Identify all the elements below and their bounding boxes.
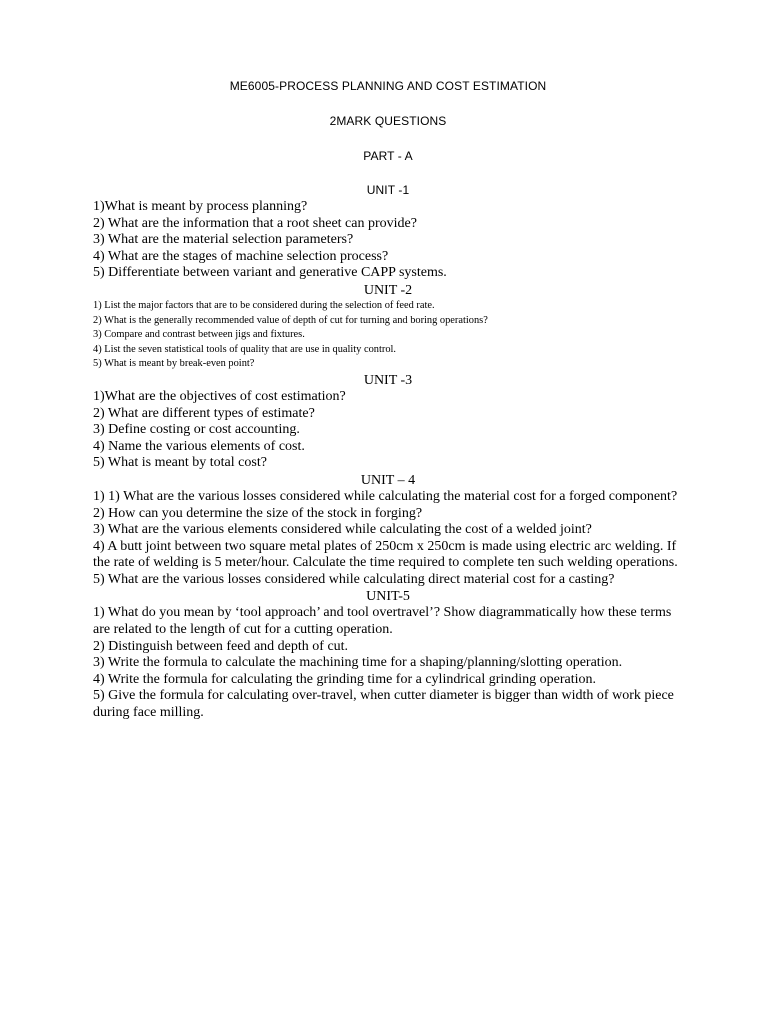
unit-1-question-list <box>93 199 683 282</box>
question-item: 3) What are the material selection parameters? <box>93 232 354 248</box>
question-item: 4) List the seven statistical tools of quality that are use in quality control. <box>93 343 396 355</box>
question-item: 1) 1) What are the various losses considered while calculating the material cost for a forged component? <box>93 488 678 504</box>
unit-2-heading: UNIT -2 <box>363 282 413 298</box>
part-heading: PART - A <box>363 149 413 163</box>
question-item: 4) What are the stages of machine selection process? <box>93 248 389 264</box>
unit-5-question-list <box>93 605 683 721</box>
question-item: 1)What is meant by process planning? <box>93 199 308 214</box>
question-item: 2) What are different types of estimate? <box>93 405 315 421</box>
question-item: 5) Differentiate between variant and generative CAPP systems. <box>93 265 447 281</box>
question-item: 3) Compare and contrast between jigs and fixtures. <box>93 329 305 341</box>
question-item: 2) How can you determine the size of the stock in forging? <box>93 505 423 521</box>
question-item: 1) List the major factors that are to be considered during the selection of feed rate. <box>93 299 435 311</box>
question-item: 2) What is the generally recommended value of depth of cut for turning and boring operations? <box>93 314 488 326</box>
unit-1-heading: UNIT -1 <box>366 183 410 197</box>
question-item: 4) A butt joint between two square metal plates of 250cm x 250cm is made using electric arc welding. If the rate of welding is 5 meter/hour. Calculate the time required to complete ten such welding operations. <box>93 538 678 571</box>
unit-2-section <box>93 282 683 372</box>
question-item: 3) Write the formula to calculate the machining time for a shaping/planning/slotting operation. <box>93 655 623 671</box>
question-item: 5) What are the various losses considered while calculating direct material cost for a casting? <box>93 571 615 587</box>
unit-5-heading: UNIT-5 <box>366 589 410 605</box>
question-item: 1)What are the objectives of cost estimation? <box>93 388 346 404</box>
question-item: 5) What is meant by total cost? <box>93 455 267 471</box>
unit-1-section <box>93 182 683 282</box>
question-item: 4) Write the formula for calculating the grinding time for a cylindrical grinding operation. <box>93 671 597 687</box>
document-content <box>93 78 683 722</box>
unit-4-heading: UNIT – 4 <box>360 472 416 488</box>
question-item: 3) What are the various elements considered while calculating the cost of a welded joint? <box>93 522 592 538</box>
unit-4-section <box>93 472 683 589</box>
question-item: 5) Give the formula for calculating over-travel, when cutter diameter is bigger than width of work piece during face milling. <box>93 688 674 721</box>
question-item: 3) Define costing or cost accounting. <box>93 422 300 438</box>
document-subtitle: 2MARK QUESTIONS <box>329 114 447 128</box>
question-item: 5) What is meant by break-even point? <box>93 358 255 370</box>
question-item: 4) Name the various elements of cost. <box>93 438 305 454</box>
unit-2-question-list <box>93 299 683 372</box>
question-item: 2) Distinguish between feed and depth of cut. <box>93 638 349 654</box>
unit-3-heading: UNIT -3 <box>363 372 413 388</box>
question-item: 2) What are the information that a root sheet can provide? <box>93 215 417 231</box>
unit-4-question-list <box>93 489 683 589</box>
document-title: ME6005-PROCESS PLANNING AND COST ESTIMATION <box>229 79 547 93</box>
question-item: 1) What do you mean by ‘tool approach’ and tool overtravel’? Show diagrammatically how these terms are related to the length of cut for a cutting operation. <box>93 605 672 638</box>
unit-3-section <box>93 372 683 472</box>
unit-3-question-list <box>93 389 683 472</box>
unit-5-section <box>93 588 683 721</box>
